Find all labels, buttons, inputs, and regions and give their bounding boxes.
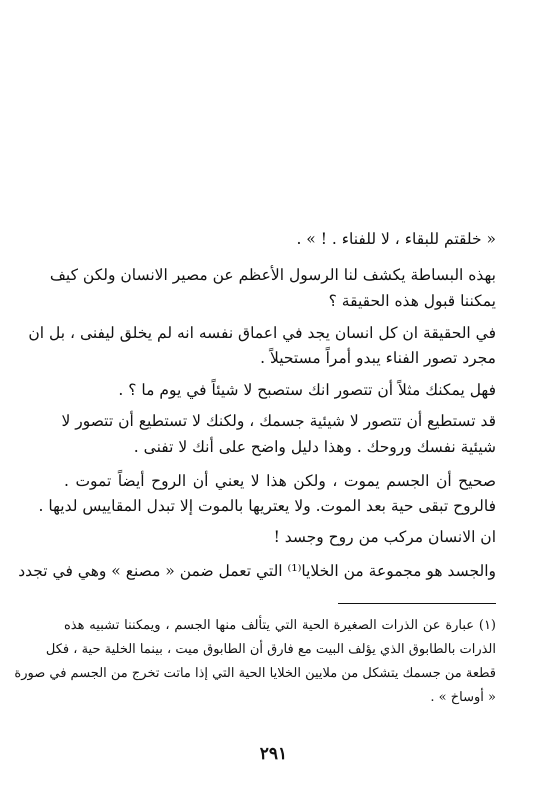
text-line: فالروح تبقى حية بعد الموت. ولا يعتريها بالموت إلا تبدل المقاييس لديها .: [38, 497, 496, 515]
footnote-separator: [338, 603, 496, 604]
footnote-line: الذرات بالطابوق الذي يؤلف البيت مع فارق أن الطابوق ميت ، بينما الخلية حية ، فكل: [45, 642, 496, 657]
text-line: يمكننا قبول هذه الحقيقة ؟: [328, 292, 496, 310]
text-line: بهذه البساطة يكشف لنا الرسول الأعظم عن مصير الانسان ولكن كيف: [49, 266, 496, 284]
text-line: والجسد هو مجموعة من الخلايا⁽¹⁾ التي تعمل ضمن « مصنع » وهي في تجدد: [18, 562, 496, 580]
text-line: مجرد تصور الفناء يبدو أمراً مستحيلاً .: [260, 349, 496, 367]
text-line: « خلقتم للبقاء ، لا للفناء . ! » .: [296, 230, 496, 248]
footnote-line: « أوساخ » .: [430, 690, 496, 705]
page-number: ٢٩١: [259, 744, 288, 764]
text-line: شيئية نفسك وروحك . وهذا دليل واضح على أنك لا تفنى .: [133, 438, 496, 456]
text-line: ان الانسان مركب من روح وجسد !: [273, 528, 496, 546]
text-line: صحيح أن الجسم يموت ، ولكن هذا لا يعني أن الروح أيضاً تموت .: [64, 472, 496, 490]
text-line: في الحقيقة ان كل انسان يجد في اعماق نفسه انه لم يخلق ليفنى ، بل ان: [28, 324, 496, 342]
text-line: فهل يمكنك مثلاً أن تتصور انك ستصبح لا شيئاً في يوم ما ؟ .: [118, 381, 496, 399]
footnote-line: قطعة من جسمك يتشكل من ملايين الخلايا الحية التي إذا ماتت تخرج من الجسم في صورة: [14, 666, 496, 681]
text-line: قد تستطيع أن تتصور لا شيئية جسمك ، ولكنك لا تستطيع أن تتصور لا: [61, 412, 496, 430]
footnote-line: (١) عبارة عن الذرات الصغيرة الحية التي يتألف منها الجسم ، ويمكننا تشبيه هذه: [64, 618, 496, 633]
